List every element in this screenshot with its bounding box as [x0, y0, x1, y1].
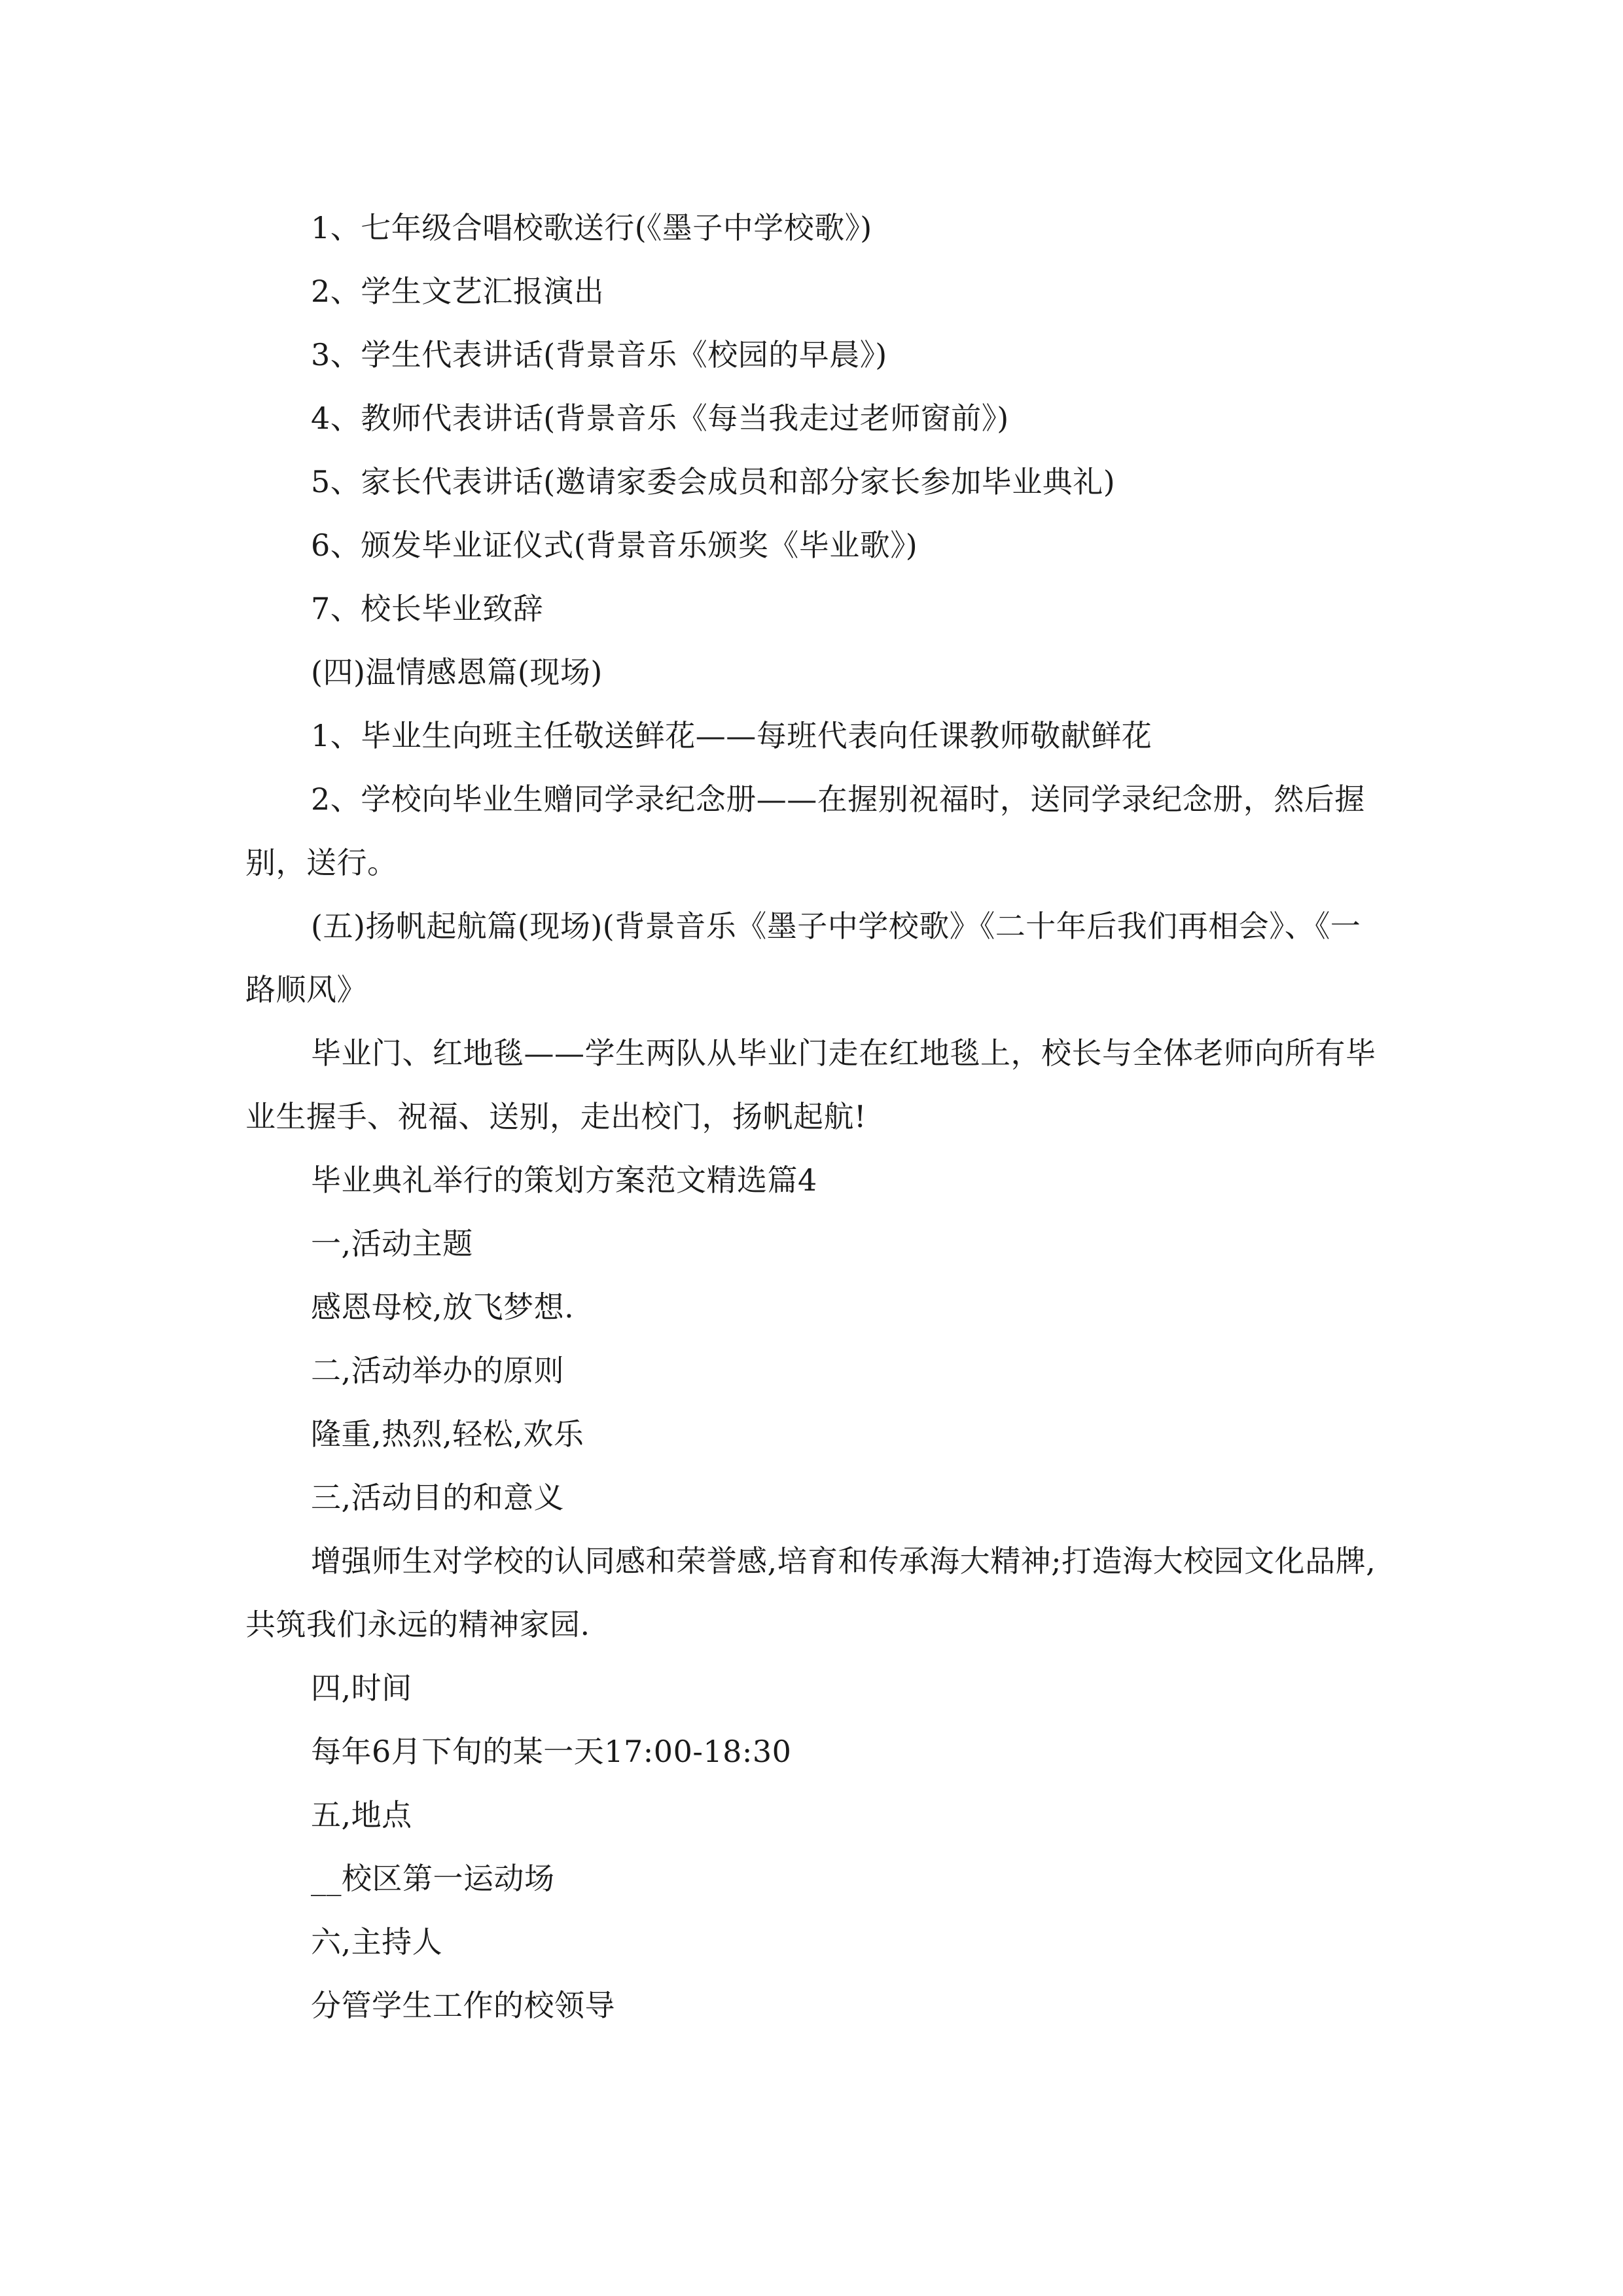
section-heading-5: (五)扬帆起航篇(现场)(背景音乐《墨子中学校歌》《二十年后我们再相会》、《一路顺风》	[245, 908, 1361, 1007]
heading-purpose: 三,活动目的和意义	[311, 1480, 565, 1515]
section-heading-4: (四)温情感恩篇(现场)	[311, 655, 603, 690]
document-body	[245, 196, 1378, 2037]
paragraph-principles: 隆重,热烈,轻松,欢乐	[311, 1416, 584, 1452]
heading-host: 六,主持人	[311, 1924, 443, 1960]
paragraph-item-3: 3、学生代表讲话(背景音乐《校园的早晨》)	[311, 337, 887, 372]
paragraph-time: 每年6月下旬的某一天17:00-18:30	[311, 1734, 792, 1769]
paragraph-item-8: 1、毕业生向班主任敬送鲜花——每班代表向任课教师敬献鲜花	[311, 718, 1152, 753]
paragraph-location: __校区第一运动场	[311, 1861, 555, 1896]
paragraph-item-4: 4、教师代表讲话(背景音乐《每当我走过老师窗前》)	[311, 401, 1009, 436]
paragraph-item-10: 毕业门、红地毯——学生两队从毕业门走在红地毯上，校长与全体老师向所有毕业生握手、祝福、送别，走出校门，扬帆起航!	[245, 1035, 1376, 1134]
paragraph-item-5: 5、家长代表讲话(邀请家委会成员和部分家长参加毕业典礼)	[311, 464, 1116, 499]
paragraph-purpose: 增强师生对学校的认同感和荣誉感,培育和传承海大精神;打造海大校园文化品牌,共筑我们永远的精神家园.	[245, 1543, 1376, 1642]
paragraph-host: 分管学生工作的校领导	[311, 1988, 615, 2023]
paragraph-item-1: 1、七年级合唱校歌送行(《墨子中学校歌》)	[311, 210, 872, 245]
paragraph-item-6: 6、颁发毕业证仪式(背景音乐颁奖《毕业歌》)	[311, 528, 918, 563]
heading-time: 四,时间	[311, 1670, 412, 1706]
heading-location: 五,地点	[311, 1797, 412, 1833]
paragraph-item-9: 2、学校向毕业生赠同学录纪念册——在握别祝福时，送同学录纪念册，然后握别，送行。	[245, 781, 1365, 880]
paragraph-item-7: 7、校长毕业致辞	[311, 591, 544, 626]
heading-principles: 二,活动举办的原则	[311, 1353, 565, 1388]
paragraph-theme: 感恩母校,放飞梦想.	[311, 1289, 575, 1325]
heading-theme: 一,活动主题	[311, 1226, 473, 1261]
article-title: 毕业典礼举行的策划方案范文精选篇4	[311, 1162, 817, 1198]
paragraph-item-2: 2、学生文艺汇报演出	[311, 274, 605, 309]
